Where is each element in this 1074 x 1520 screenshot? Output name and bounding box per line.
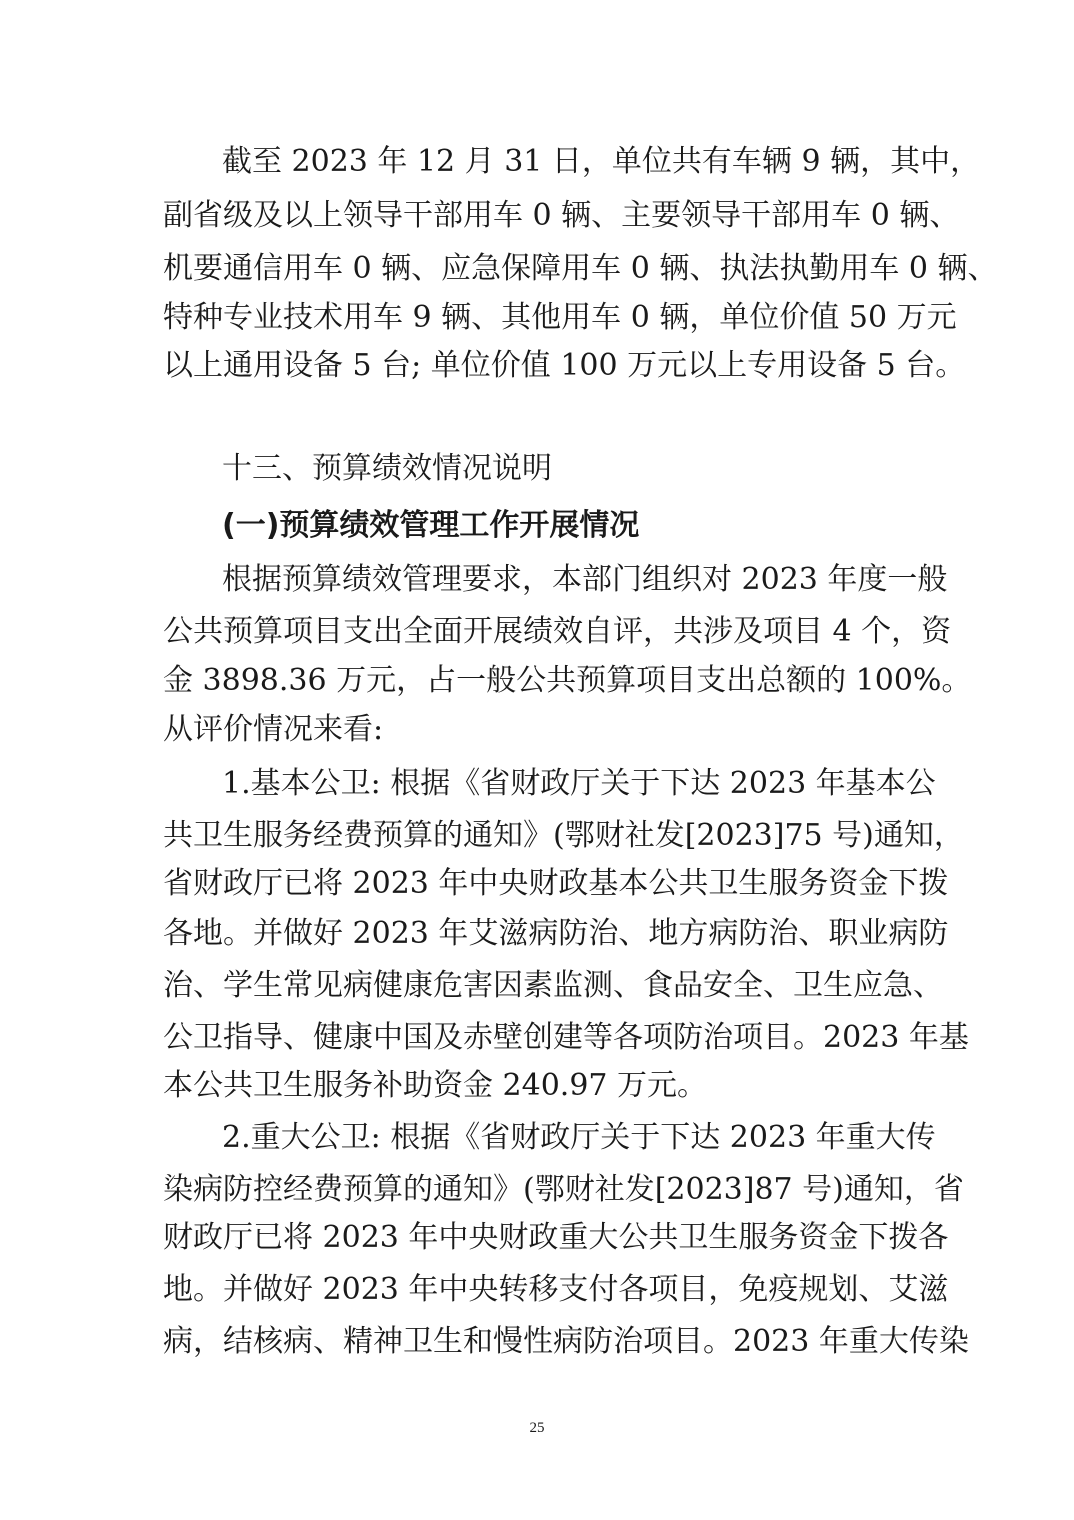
text-line: 2.重大公卫: 根据《省财政厅关于下达 2023 年重大传 xyxy=(222,1120,936,1155)
text-line: 病，结核病、精神卫生和慢性病防治项目。2023 年重大传染 xyxy=(163,1324,969,1359)
text-line: 公共预算项目支出全面开展绩效自评，共涉及项目 4 个，资 xyxy=(163,614,952,649)
text-line: 特种专业技术用车 9 辆、其他用车 0 辆，单位价值 50 万元 xyxy=(163,300,957,335)
text-line: 财政厅已将 2023 年中央财政重大公共卫生服务资金下拨各 xyxy=(163,1220,949,1255)
text-line: 机要通信用车 0 辆、应急保障用车 0 辆、执法执勤用车 0 辆、 xyxy=(163,251,998,286)
text-line: 副省级及以上领导干部用车 0 辆、主要领导干部用车 0 辆、 xyxy=(163,198,960,233)
text-line: 各地。并做好 2023 年艾滋病防治、地方病防治、职业病防 xyxy=(163,916,949,951)
page-number: 25 xyxy=(529,1420,545,1436)
text-line: 省财政厅已将 2023 年中央财政基本公共卫生服务资金下拨 xyxy=(163,866,949,901)
text-line: 本公共卫生服务补助资金 240.97 万元。 xyxy=(163,1068,708,1103)
text-line: 公卫指导、健康中国及赤壁创建等各项防治项目。2023 年基 xyxy=(163,1020,969,1055)
text-line: 以上通用设备 5 台; 单位价值 100 万元以上专用设备 5 台。 xyxy=(163,348,966,383)
text-line: 治、学生常见病健康危害因素监测、食品安全、卫生应急、 xyxy=(163,968,943,1003)
text-line: 染病防控经费预算的通知》(鄂财社发[2023]87 号)通知，省 xyxy=(163,1172,964,1207)
text-line: 从评价情况来看: xyxy=(163,712,384,747)
section-heading: 十三、预算绩效情况说明 xyxy=(222,451,552,486)
text-line: 地。并做好 2023 年中央转移支付各项目，免疫规划、艾滋 xyxy=(163,1272,949,1307)
text-line: 1.基本公卫: 根据《省财政厅关于下达 2023 年基本公 xyxy=(222,766,936,801)
text-line: 根据预算绩效管理要求，本部门组织对 2023 年度一般 xyxy=(222,562,948,597)
text-line: 金 3898.36 万元，占一般公共预算项目支出总额的 100%。 xyxy=(163,663,972,698)
text-line: 截至 2023 年 12 月 31 日，单位共有车辆 9 辆，其中， xyxy=(222,144,981,179)
text-line: 共卫生服务经费预算的通知》(鄂财社发[2023]75 号)通知， xyxy=(163,818,964,853)
subsection-heading: (一)预算绩效管理工作开展情况 xyxy=(222,508,640,543)
